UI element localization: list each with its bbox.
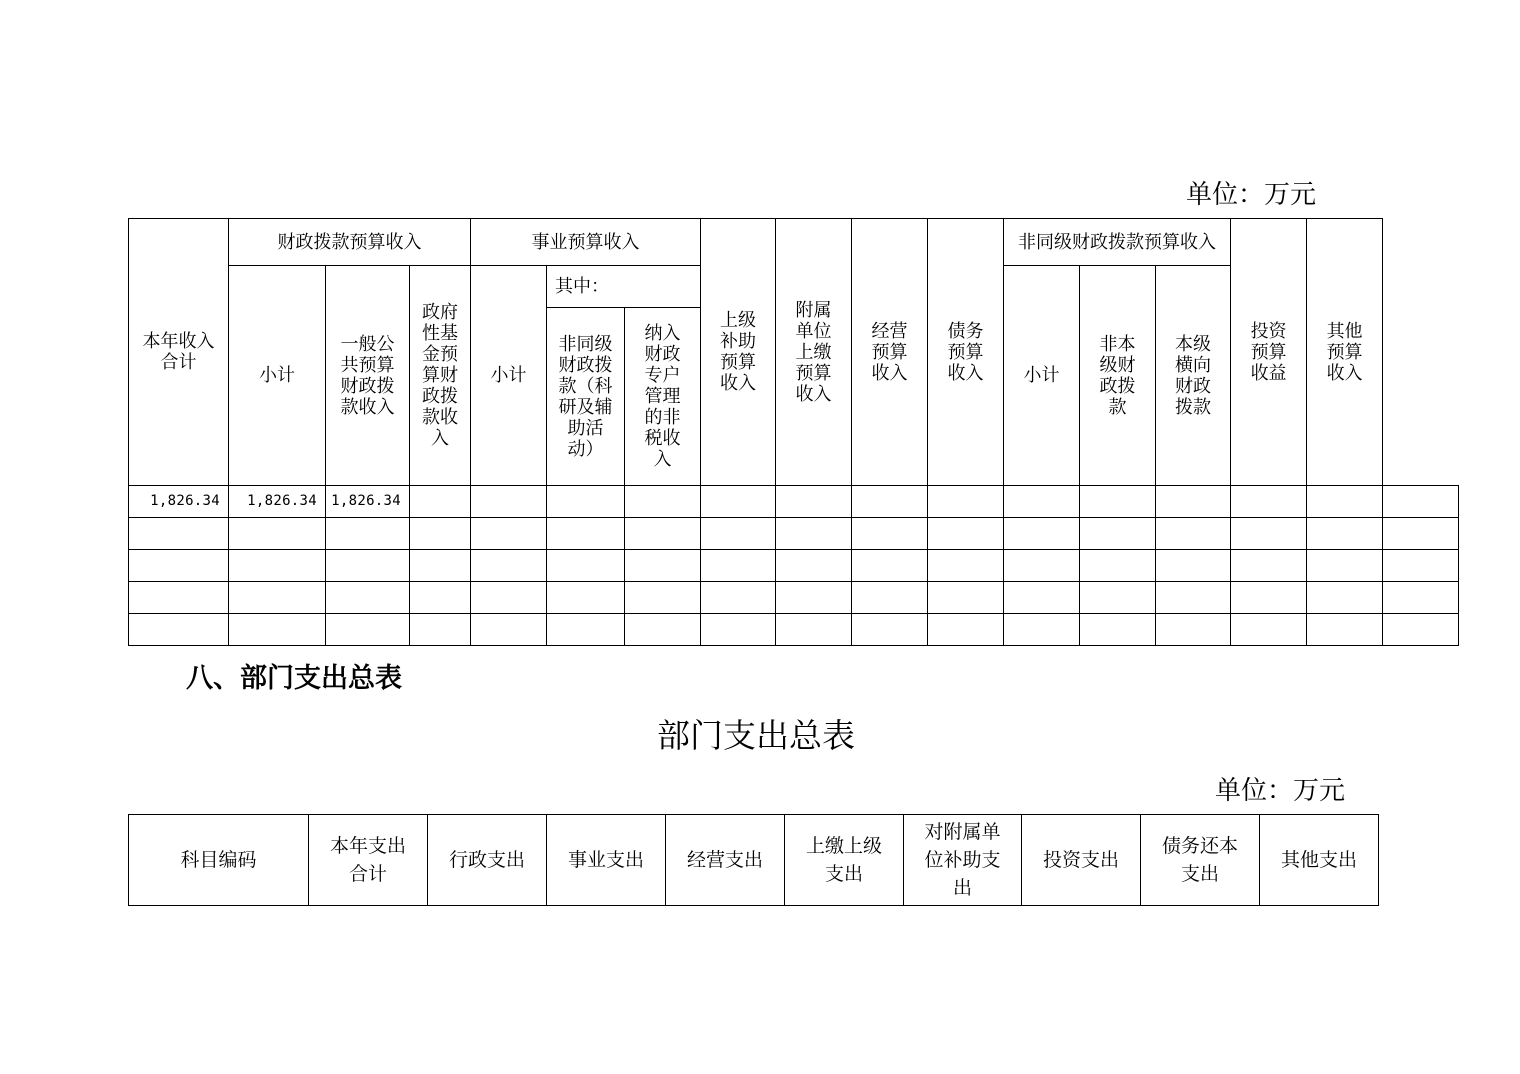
cell <box>1383 582 1459 614</box>
cell <box>776 518 852 550</box>
cell <box>852 550 928 582</box>
cell <box>928 486 1004 518</box>
cell <box>129 518 229 550</box>
cell <box>1080 614 1156 646</box>
cell <box>928 518 1004 550</box>
header-fiscal-general: 一般公共预算财政拨款收入 <box>326 266 410 486</box>
cell <box>326 582 410 614</box>
expense-header-investment: 投资支出 <box>1022 815 1141 906</box>
header-non-same-group: 非同级财政拨款预算收入 <box>1004 219 1231 266</box>
expense-header-debt-repayment: 债务还本支出 <box>1141 815 1260 906</box>
table-row <box>129 550 1459 582</box>
cell <box>326 518 410 550</box>
cell <box>410 518 471 550</box>
cell <box>471 550 547 582</box>
cell <box>776 614 852 646</box>
expense-header-operating: 经营支出 <box>666 815 785 906</box>
cell <box>625 582 701 614</box>
header-non-same-horizontal: 本级横向财政拨款 <box>1156 266 1231 486</box>
cell <box>1156 486 1231 518</box>
income-table <box>128 218 1459 646</box>
header-other: 其他预算收入 <box>1307 219 1383 486</box>
cell <box>1383 614 1459 646</box>
expense-table <box>128 814 1379 906</box>
cell <box>1231 614 1307 646</box>
header-non-same-subtotal: 小计 <box>1004 266 1080 486</box>
cell <box>326 550 410 582</box>
header-career-non-same-level: 非同级财政拨款（科研及辅助活动） <box>547 308 625 486</box>
cell <box>547 582 625 614</box>
cell <box>852 518 928 550</box>
cell <box>625 486 701 518</box>
cell: 1,826.34 <box>129 486 229 518</box>
cell <box>625 550 701 582</box>
cell <box>1231 550 1307 582</box>
expense-header-other: 其他支出 <box>1260 815 1379 906</box>
cell <box>229 550 326 582</box>
cell <box>1231 518 1307 550</box>
cell <box>776 486 852 518</box>
cell <box>928 614 1004 646</box>
expense-header-affiliated-subsidy: 对附属单位补助支出 <box>904 815 1022 906</box>
cell <box>547 614 625 646</box>
cell <box>1383 486 1459 518</box>
cell <box>410 582 471 614</box>
header-fiscal-group: 财政拨款预算收入 <box>229 219 471 266</box>
cell <box>471 518 547 550</box>
cell <box>701 518 776 550</box>
cell <box>1307 582 1383 614</box>
header-affiliated-unit: 附属单位上缴预算收入 <box>776 219 852 486</box>
cell <box>547 518 625 550</box>
cell <box>1080 550 1156 582</box>
cell <box>852 614 928 646</box>
table-row <box>129 582 1459 614</box>
cell <box>701 582 776 614</box>
cell <box>547 486 625 518</box>
expense-unit-label: 单位：万元 <box>1215 776 1346 806</box>
cell <box>625 518 701 550</box>
cell <box>1383 550 1459 582</box>
cell <box>852 582 928 614</box>
cell <box>928 550 1004 582</box>
cell <box>776 550 852 582</box>
cell <box>229 614 326 646</box>
cell <box>471 486 547 518</box>
cell <box>1156 614 1231 646</box>
header-career-special-account: 纳入财政专户管理的非税收入 <box>625 308 701 486</box>
expense-header-total: 本年支出合计 <box>309 815 428 906</box>
cell <box>410 550 471 582</box>
expense-header-career: 事业支出 <box>547 815 666 906</box>
cell <box>471 582 547 614</box>
header-career-of-which: 其中： <box>547 266 701 308</box>
cell <box>1004 550 1080 582</box>
header-total: 本年收入合计 <box>129 219 229 486</box>
cell <box>1231 486 1307 518</box>
cell <box>229 518 326 550</box>
header-fiscal-subtotal: 小计 <box>229 266 326 486</box>
cell <box>1231 582 1307 614</box>
expense-header-paid-to-superior: 上缴上级支出 <box>785 815 904 906</box>
income-unit-label: 单位：万元 <box>1186 180 1317 210</box>
cell <box>1080 486 1156 518</box>
cell <box>129 582 229 614</box>
cell <box>229 582 326 614</box>
table-row <box>129 486 1459 518</box>
cell <box>852 486 928 518</box>
expense-header-administrative: 行政支出 <box>428 815 547 906</box>
cell <box>326 614 410 646</box>
cell <box>1080 518 1156 550</box>
cell <box>1383 518 1459 550</box>
header-career-subtotal: 小计 <box>471 266 547 486</box>
expense-table-title: 部门支出总表 <box>657 716 855 755</box>
cell <box>1307 614 1383 646</box>
cell <box>1156 518 1231 550</box>
cell <box>928 582 1004 614</box>
cell <box>1307 550 1383 582</box>
cell <box>471 614 547 646</box>
cell <box>1156 550 1231 582</box>
cell <box>1004 518 1080 550</box>
cell <box>1004 486 1080 518</box>
cell <box>1004 614 1080 646</box>
cell <box>410 486 471 518</box>
expense-header-subject-code: 科目编码 <box>129 815 309 906</box>
header-debt: 债务预算收入 <box>928 219 1004 486</box>
cell <box>776 582 852 614</box>
cell <box>1080 582 1156 614</box>
table-row <box>129 614 1459 646</box>
cell <box>1307 486 1383 518</box>
header-operating: 经营预算收入 <box>852 219 928 486</box>
cell <box>1307 518 1383 550</box>
cell <box>701 550 776 582</box>
header-non-same-non-local: 非本级财政拨款 <box>1080 266 1156 486</box>
header-fiscal-fund: 政府性基金预算财政拨款收入 <box>410 266 471 486</box>
cell: 1,826.34 <box>326 486 410 518</box>
header-career-group: 事业预算收入 <box>471 219 701 266</box>
cell <box>701 614 776 646</box>
cell <box>701 486 776 518</box>
cell <box>129 550 229 582</box>
section-heading: 八、部门支出总表 <box>186 663 402 694</box>
cell <box>410 614 471 646</box>
cell <box>625 614 701 646</box>
cell <box>547 550 625 582</box>
cell: 1,826.34 <box>229 486 326 518</box>
cell <box>1004 582 1080 614</box>
table-row <box>129 518 1459 550</box>
header-investment: 投资预算收益 <box>1231 219 1307 486</box>
cell <box>129 614 229 646</box>
cell <box>1156 582 1231 614</box>
header-superior-subsidy: 上级补助预算收入 <box>701 219 776 486</box>
